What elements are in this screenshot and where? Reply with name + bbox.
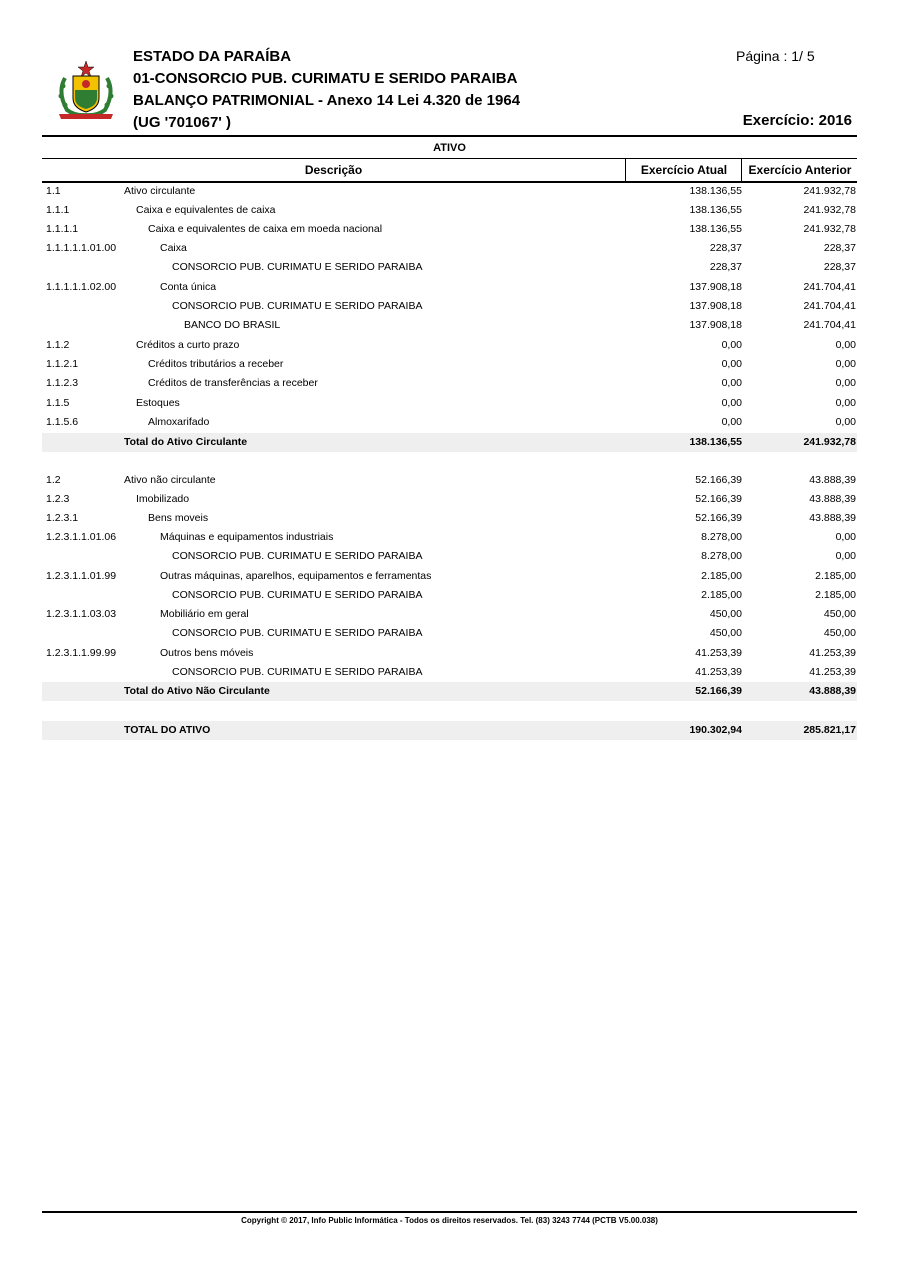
table-row — [42, 509, 857, 528]
table-row — [42, 567, 857, 586]
value-exercicio-anterior: 0,00 — [835, 339, 856, 351]
table-total-row — [42, 721, 857, 740]
value-exercicio-anterior: 450,00 — [823, 608, 856, 620]
account-code: 1.1.5 — [46, 397, 70, 409]
value-exercicio-anterior: 241.932,78 — [803, 436, 856, 448]
account-description: Almoxarifado — [148, 416, 210, 428]
header-divider — [42, 135, 857, 137]
account-code: 1.1.1.1.1.02.00 — [46, 281, 117, 293]
table-row — [42, 663, 857, 682]
value-exercicio-atual: 0,00 — [721, 397, 742, 409]
table-row — [42, 278, 857, 297]
account-description: Créditos de transferências a receber — [148, 377, 318, 389]
value-exercicio-atual: 0,00 — [721, 377, 742, 389]
value-exercicio-anterior: 285.821,17 — [803, 724, 856, 736]
account-description: Bens moveis — [148, 512, 209, 524]
account-description: Créditos a curto prazo — [136, 339, 240, 351]
table-row — [42, 239, 857, 258]
value-exercicio-atual: 8.278,00 — [701, 550, 742, 562]
account-description: Total do Ativo Não Circulante — [124, 685, 270, 697]
value-exercicio-atual: 52.166,39 — [695, 493, 742, 505]
account-description: Ativo não circulante — [124, 474, 216, 486]
value-exercicio-atual: 0,00 — [721, 416, 742, 428]
table-row — [42, 528, 857, 547]
value-exercicio-anterior: 0,00 — [835, 377, 856, 389]
table-row — [42, 644, 857, 663]
table-total-row — [42, 682, 857, 701]
value-exercicio-anterior: 241.704,41 — [803, 319, 856, 331]
value-exercicio-anterior: 0,00 — [835, 416, 856, 428]
value-exercicio-atual: 41.253,39 — [695, 666, 742, 678]
value-exercicio-atual: 228,37 — [709, 242, 742, 254]
state-name: ESTADO DA PARAÍBA — [133, 48, 292, 65]
value-exercicio-atual: 52.166,39 — [695, 474, 742, 486]
report-header — [0, 0, 900, 140]
account-description: Caixa — [160, 242, 187, 254]
value-exercicio-atual: 0,00 — [721, 339, 742, 351]
account-code: 1.1.1 — [46, 204, 70, 216]
account-description: Ativo circulante — [124, 185, 196, 197]
table-row — [42, 394, 857, 413]
table-row — [42, 182, 857, 201]
account-description: CONSORCIO PUB. CURIMATU E SERIDO PARAIBA — [172, 550, 423, 562]
table-row — [42, 471, 857, 490]
value-exercicio-anterior: 2.185,00 — [815, 570, 856, 582]
account-code: 1.2 — [46, 474, 61, 486]
account-description: Caixa e equivalentes de caixa — [136, 204, 276, 216]
table-row — [42, 374, 857, 393]
value-exercicio-anterior: 2.185,00 — [815, 589, 856, 601]
section-title: ATIVO — [433, 142, 466, 154]
table-row — [42, 490, 857, 509]
account-code: 1.1.1.1.1.01.00 — [46, 242, 117, 254]
value-exercicio-atual: 0,00 — [721, 358, 742, 370]
value-exercicio-atual: 41.253,39 — [695, 647, 742, 659]
col-exercicio-atual: Exercício Atual — [625, 159, 742, 181]
account-description: Créditos tributários a receber — [148, 358, 284, 370]
value-exercicio-anterior: 43.888,39 — [809, 685, 856, 697]
value-exercicio-anterior: 241.704,41 — [803, 281, 856, 293]
value-exercicio-anterior: 43.888,39 — [809, 512, 856, 524]
table-row — [42, 605, 857, 624]
fiscal-year: Exercício: 2016 — [742, 112, 852, 129]
value-exercicio-anterior: 241.932,78 — [803, 204, 856, 216]
value-exercicio-anterior: 228,37 — [823, 261, 856, 273]
table-row — [42, 201, 857, 220]
account-code: 1.1 — [46, 185, 61, 197]
account-code: 1.2.3 — [46, 493, 70, 505]
account-description: Imobilizado — [136, 493, 190, 505]
account-description: BANCO DO BRASIL — [184, 319, 281, 331]
account-code: 1.2.3.1.1.03.03 — [46, 608, 117, 620]
value-exercicio-anterior: 0,00 — [835, 531, 856, 543]
value-exercicio-atual: 190.302,94 — [689, 724, 742, 736]
coat-of-arms-icon — [55, 60, 117, 120]
account-description: CONSORCIO PUB. CURIMATU E SERIDO PARAIBA — [172, 627, 423, 639]
value-exercicio-atual: 138.136,55 — [689, 436, 742, 448]
table-row — [42, 355, 857, 374]
entity-name: 01-CONSORCIO PUB. CURIMATU E SERIDO PARAIBA — [133, 70, 518, 87]
value-exercicio-atual: 137.908,18 — [689, 281, 742, 293]
account-code: 1.1.5.6 — [46, 416, 79, 428]
value-exercicio-anterior: 0,00 — [835, 550, 856, 562]
table-row — [42, 413, 857, 432]
value-exercicio-atual: 2.185,00 — [701, 589, 742, 601]
value-exercicio-anterior: 450,00 — [823, 627, 856, 639]
table-row — [42, 547, 857, 566]
account-code: 1.2.3.1.1.01.06 — [46, 531, 117, 543]
table-row — [42, 624, 857, 643]
table-row — [42, 297, 857, 316]
table-row — [42, 586, 857, 605]
value-exercicio-anterior: 228,37 — [823, 242, 856, 254]
account-code: 1.1.2.3 — [46, 377, 79, 389]
table-row — [42, 220, 857, 239]
ug-code: (UG '701067' ) — [133, 114, 232, 131]
page-number: Página : 1/ 5 — [736, 48, 815, 64]
value-exercicio-atual: 450,00 — [709, 627, 742, 639]
value-exercicio-atual: 52.166,39 — [695, 685, 742, 697]
account-code: 1.1.2.1 — [46, 358, 79, 370]
value-exercicio-atual: 137.908,18 — [689, 319, 742, 331]
account-description: TOTAL DO ATIVO — [124, 724, 211, 736]
account-description: Total do Ativo Circulante — [124, 436, 248, 448]
value-exercicio-atual: 138.136,55 — [689, 223, 742, 235]
account-code: 1.1.2 — [46, 339, 70, 351]
value-exercicio-anterior: 241.932,78 — [803, 223, 856, 235]
table-header — [42, 158, 857, 183]
account-description: CONSORCIO PUB. CURIMATU E SERIDO PARAIBA — [172, 589, 423, 601]
account-description: Outras máquinas, aparelhos, equipamentos e ferramentas — [160, 570, 432, 582]
value-exercicio-atual: 137.908,18 — [689, 300, 742, 312]
value-exercicio-atual: 138.136,55 — [689, 185, 742, 197]
value-exercicio-anterior: 0,00 — [835, 397, 856, 409]
value-exercicio-atual: 8.278,00 — [701, 531, 742, 543]
account-description: Caixa e equivalentes de caixa em moeda nacional — [148, 223, 383, 235]
col-descricao: Descrição — [304, 163, 363, 177]
table-row — [42, 336, 857, 355]
value-exercicio-anterior: 241.704,41 — [803, 300, 856, 312]
copyright-notice: Copyright © 2017, Info Public Informática - Todos os direitos reservados. Tel. (83) 3243 7744 (PCTB V5.00.038) — [241, 1216, 658, 1225]
account-description: Estoques — [136, 397, 180, 409]
value-exercicio-anterior: 43.888,39 — [809, 474, 856, 486]
value-exercicio-anterior: 0,00 — [835, 358, 856, 370]
value-exercicio-anterior: 43.888,39 — [809, 493, 856, 505]
value-exercicio-atual: 450,00 — [709, 608, 742, 620]
value-exercicio-atual: 138.136,55 — [689, 204, 742, 216]
account-description: Conta única — [160, 281, 217, 293]
account-description: Mobiliário em geral — [160, 608, 249, 620]
footer-divider — [42, 1211, 857, 1213]
account-description: CONSORCIO PUB. CURIMATU E SERIDO PARAIBA — [172, 261, 423, 273]
account-description: CONSORCIO PUB. CURIMATU E SERIDO PARAIBA — [172, 300, 423, 312]
value-exercicio-atual: 52.166,39 — [695, 512, 742, 524]
table-total-row — [42, 433, 857, 452]
account-description: Máquinas e equipamentos industriais — [160, 531, 334, 543]
table-row — [42, 316, 857, 335]
account-description: Outros bens móveis — [160, 647, 254, 659]
value-exercicio-atual: 228,37 — [709, 261, 742, 273]
value-exercicio-atual: 2.185,00 — [701, 570, 742, 582]
report-title: BALANÇO PATRIMONIAL - Anexo 14 Lei 4.320 de 1964 — [133, 92, 521, 109]
account-code: 1.2.3.1.1.99.99 — [46, 647, 117, 659]
account-code: 1.1.1.1 — [46, 223, 79, 235]
table-row — [42, 258, 857, 277]
account-code: 1.2.3.1.1.01.99 — [46, 570, 117, 582]
account-code: 1.2.3.1 — [46, 512, 79, 524]
value-exercicio-anterior: 41.253,39 — [809, 666, 856, 678]
value-exercicio-anterior: 41.253,39 — [809, 647, 856, 659]
value-exercicio-anterior: 241.932,78 — [803, 185, 856, 197]
account-description: CONSORCIO PUB. CURIMATU E SERIDO PARAIBA — [172, 666, 423, 678]
col-exercicio-anterior: Exercício Anterior — [741, 159, 858, 181]
